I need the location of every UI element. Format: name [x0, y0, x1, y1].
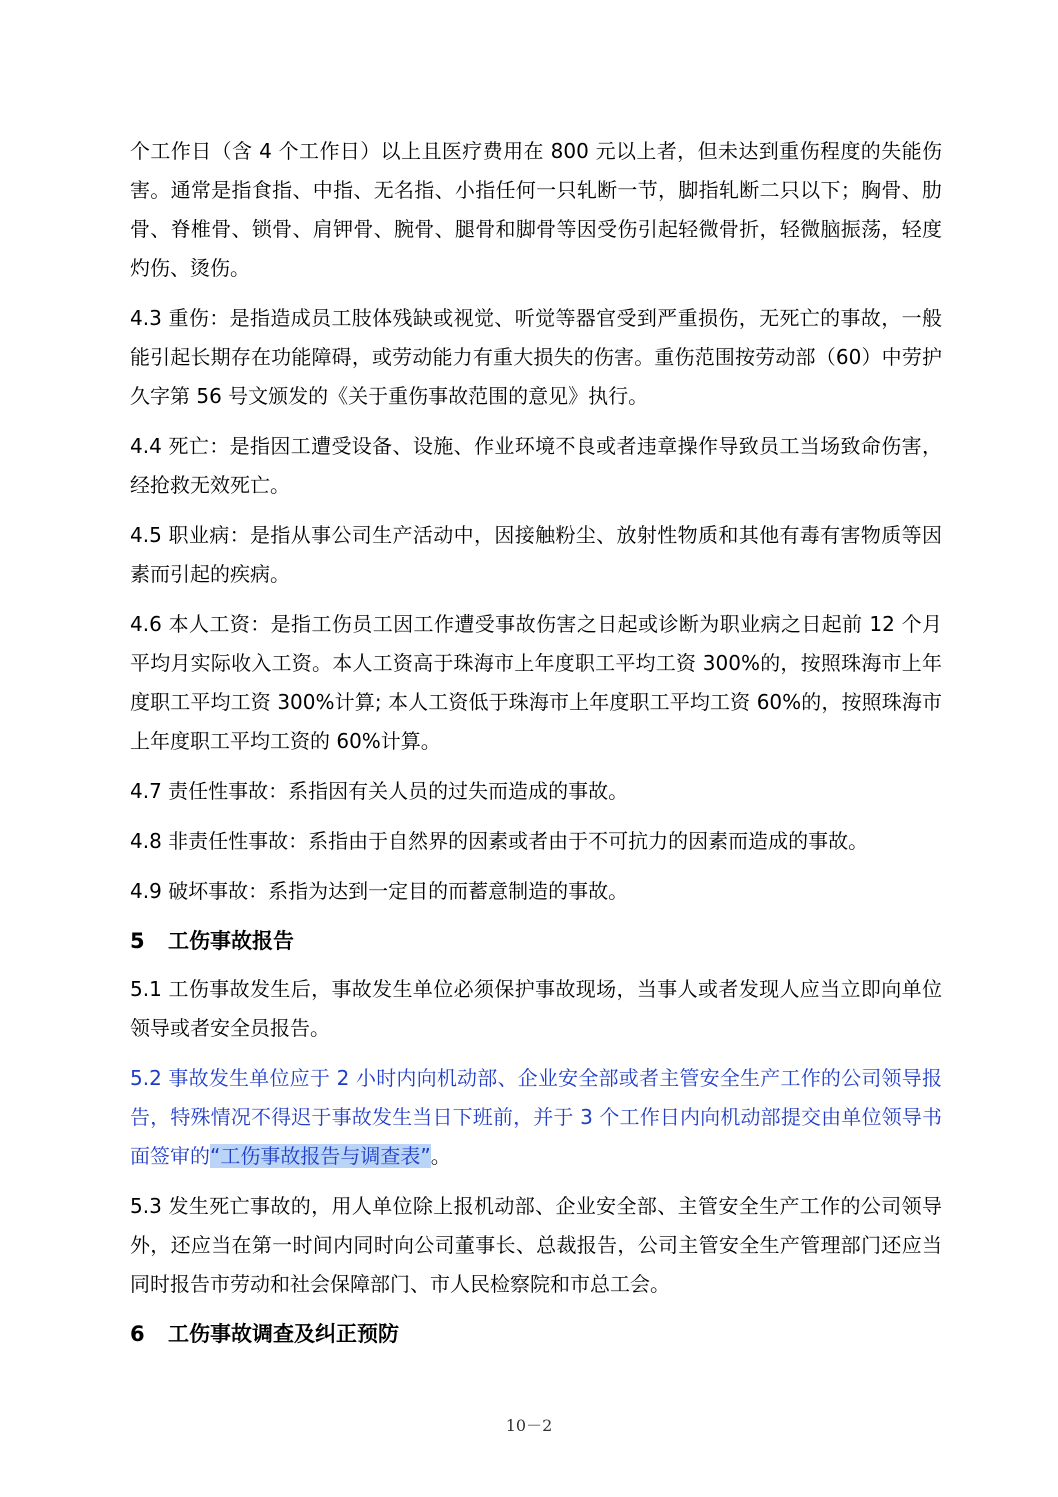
section-heading-6 — [130, 1315, 942, 1354]
section-heading-5 — [130, 922, 942, 961]
paragraph-4-6-personal-wage: 4.6 本人工资：是指工伤员工因工作遭受事故伤害之日起或诊断为职业病之日起前 12 个月平均月实际收入工资。本人工资高于珠海市上年度职工平均工资 300%的，按照珠海市上年度职工平均工资 300%计算; 本人工资低于珠海市上年度职工平均工资 60%的，按照珠海市上年度职工平均工资的 60%计算。 — [130, 612, 942, 753]
section-title: 工伤事故报告 — [168, 929, 294, 953]
paragraph-4-5-occupational-disease: 4.5 职业病：是指从事公司生产活动中，因接触粉尘、放射性物质和其他有毒有害物质等因素而引起的疾病。 — [130, 523, 942, 586]
section-title: 工伤事故调查及纠正预防 — [168, 1322, 399, 1346]
paragraph-5-1: 5.1 工伤事故发生后，事故发生单位必须保护事故现场，当事人或者发现人应当立即向单位领导或者安全员报告。 — [130, 977, 942, 1040]
page-number: 10－2 — [505, 1416, 553, 1435]
paragraph-4-3-serious-injury: 4.3 重伤：是指造成员工肢体残缺或视觉、听觉等器官受到严重损伤，无死亡的事故，一般能引起长期存在功能障碍，或劳动能力有重大损失的伤害。重伤范围按劳动部（60）中劳护久字第 56 号文颁发的《关于重伤事故范围的意见》执行。 — [130, 306, 942, 408]
paragraph-5-3: 5.3 发生死亡事故的，用人单位除上报机动部、企业安全部、主管安全生产工作的公司领导外，还应当在第一时间内同时向公司董事长、总裁报告，公司主管安全生产管理部门还应当同时报告市劳动和社会保障部门、市人民检察院和市总工会。 — [130, 1194, 942, 1296]
paragraph-4-9-sabotage-accident: 4.9 破坏事故：系指为达到一定目的而蓄意制造的事故。 — [130, 879, 629, 903]
highlighted-form-name[interactable]: “工伤事故报告与调查表” — [210, 1144, 431, 1168]
section-number: 5 — [130, 929, 145, 953]
section-number: 6 — [130, 1322, 145, 1346]
paragraph-5-2 — [130, 1059, 942, 1176]
document-body — [130, 132, 942, 1363]
paragraph-4-4-death: 4.4 死亡：是指因工遭受设备、设施、作业环境不良或者违章操作导致员工当场致命伤害，经抢救无效死亡。 — [130, 434, 942, 497]
paragraph-5-2-prefix: 5.2 — [130, 1066, 169, 1090]
paragraph-5-2-body: 事故发生单位应于 2 小时内向机动部、企业安全部或者主管安全生产工作的公司领导报告，特殊情况不得迟于事故发生当日下班前，并于 3 个工作日内向机动部提交由单位领导书面签审的 — [130, 1066, 942, 1168]
paragraph-minor-injury-continued: 个工作日（含 4 个工作日）以上且医疗费用在 800 元以上者，但未达到重伤程度的失能伤害。通常是指食指、中指、无名指、小指任何一只轧断一节，脚指轧断二只以下；胸骨、肋骨、脊椎骨、锁骨、肩钾骨、腕骨、腿骨和脚骨等因受伤引起轻微骨折，轻微脑振荡，轻度灼伤、烫伤。 — [130, 139, 942, 280]
paragraph-4-7-liability-accident: 4.7 责任性事故：系指因有关人员的过失而造成的事故。 — [130, 779, 629, 803]
paragraph-4-8-non-liability-accident: 4.8 非责任性事故：系指由于自然界的因素或者由于不可抗力的因素而造成的事故。 — [130, 829, 869, 853]
paragraph-5-2-suffix: 。 — [430, 1144, 451, 1168]
